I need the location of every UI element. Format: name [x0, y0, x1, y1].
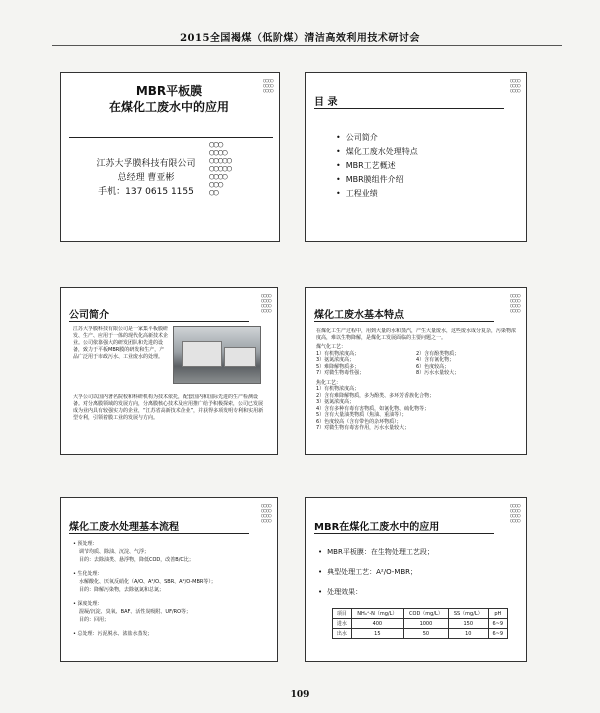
contents-item: • 煤化工废水处理特点 — [336, 145, 516, 159]
slide3-title-rule — [69, 321, 249, 322]
slide-treatment-flow — [60, 497, 278, 662]
table-cell: 6~9 — [488, 629, 507, 639]
page-header: 2015全国褐煤（低阶煤）清洁高效利用技术研讨会 — [180, 33, 420, 44]
slide3-title: 公司简介 — [69, 310, 109, 321]
table-header-cell: COD（mg/L） — [403, 609, 448, 619]
slide5-groups — [73, 540, 269, 644]
slide4-title: 煤化工废水基本特点 — [314, 310, 404, 321]
feature-item: 1）有机物浓度高； — [316, 350, 360, 357]
table-header-cell: pH — [488, 609, 507, 619]
slide4-sec1-left — [316, 351, 416, 377]
slide-title — [60, 72, 280, 242]
feature-item: 1）有机物浓度高； — [316, 386, 360, 392]
slide6-title-rule — [314, 533, 494, 534]
slide-wastewater-features — [305, 287, 527, 455]
feature-item: 8）污水水量较大； — [416, 370, 460, 376]
table-header-cell: NH₄⁺-N（mg/L） — [351, 609, 403, 619]
slide1-title-rule — [69, 137, 273, 138]
feature-item: 5）难降解物质多； — [316, 363, 360, 370]
corner-dots-decoration: ○○○○ ○○○○ ○○○○ — [509, 78, 520, 94]
slide4-title-rule — [314, 321, 494, 322]
feature-item: 4）含有氰化物； — [416, 357, 455, 363]
corner-dots-decoration: ○○○○ ○○○○ ○○○○ ○○○○ — [260, 293, 271, 314]
slide1-title-line2: 在煤化工废水中的应用 — [108, 100, 229, 114]
corner-dots-decoration: ○○○○ ○○○○ ○○○○ ○○○○ — [509, 503, 520, 524]
flow-line: 目的：回用； — [79, 617, 110, 623]
table-header-cell: 项目 — [333, 609, 352, 619]
table-cell: 进水 — [333, 619, 352, 629]
flow-line: 混凝/沉淀、臭氧、BAF、活性炭吸附、UF/RO等； — [79, 609, 192, 615]
corner-dots-decoration: ○○○○ ○○○○ ○○○○ ○○○○ — [260, 503, 271, 524]
slide-contents — [305, 72, 527, 242]
table-header-cell: SS（mg/L） — [448, 609, 488, 619]
contents-item: • MBR工艺概述 — [336, 159, 516, 173]
header-rule — [52, 45, 562, 46]
flow-line: 水解酸化、厌氧反硝化（A/O、A²/O、SBR、A²/O-MBR等）； — [79, 579, 216, 585]
dots-decoration: ○○○ ○○○○ ○○○○○ ○○○○○ ○○○○ ○○○ ○○ — [209, 140, 232, 198]
feature-item: 4）含有多种有毒有害物质，如氰化物、硫化物等； — [316, 405, 430, 412]
slide1-company: 江苏大孚膜科技有限公司 — [96, 159, 196, 169]
feature-item: 7）对微生物有毒害作用，污水水量较大； — [316, 425, 410, 431]
table-cell: 6~9 — [488, 619, 507, 629]
slide2-list — [336, 131, 516, 201]
table-cell: 15 — [351, 629, 403, 639]
mbr-item: • MBR平板膜：在生物处理工艺段； — [318, 542, 518, 562]
slide4-sec2-title: 焦化工艺： — [316, 379, 342, 386]
slide4-sec2-lines — [316, 386, 516, 432]
table-cell: 10 — [448, 629, 488, 639]
contents-item: • 公司简介 — [336, 131, 516, 145]
feature-item: 3）氨氮浓度高； — [316, 399, 355, 405]
mbr-item: • 典型处理工艺：A²/O-MBR； — [318, 562, 518, 582]
slide1-phone: 手机：137 0615 1155 — [98, 187, 194, 197]
corner-dots-decoration: ○○○○ ○○○○ ○○○○ — [262, 78, 273, 94]
slide3-para2: 大孚公司以国内著名院校和科研机构为技术依托，配套国内和国际先进的生产检测设备。对分离膜领域的发展方向，分离膜核心技术及应用推广给予积极探索，公司已发展成为业内具有较强实力的企业，“江苏省高新技术企业”，并获得多项发明专利和实用新型专利，引领着膜工业的发展与方向。 — [73, 394, 264, 421]
flow-group-head: • 预处理： — [73, 541, 98, 547]
table-row — [333, 629, 508, 639]
contents-item: • MBR膜组件介绍 — [336, 173, 516, 187]
feature-item: 2）含有难降解物质，多为酚类、多环芳香族化合物； — [316, 392, 435, 399]
flow-line: • 总处理：污泥脱水、浓盐水蒸发； — [73, 631, 153, 637]
contents-item: • 工程业绩 — [336, 187, 516, 201]
flow-line: 目的：降解污染物，去除氨氮和总氮； — [79, 587, 165, 593]
slide1-title-line1: MBR平板膜 — [135, 84, 203, 98]
flow-group — [73, 540, 269, 564]
slide2-title-rule — [314, 108, 504, 109]
slide4-sec1-title: 煤气化工艺： — [316, 344, 347, 350]
slide4-sec1-right — [416, 351, 516, 377]
table-row — [333, 619, 508, 629]
mbr-item: • 处理效果： — [318, 582, 518, 602]
table-cell: 150 — [448, 619, 488, 629]
company-building-photo — [173, 326, 261, 384]
slide5-title: 煤化工废水处理基本流程 — [69, 522, 179, 533]
feature-item: 7）对微生物毒性强； — [316, 370, 365, 376]
flow-line: 调节均质、除油、沉淀、气浮； — [79, 549, 150, 555]
slide4-intro: 在煤化工生产过程中，用到大量的水和蒸汽，产生大量废水，这些废水成分复杂，污染物浓度高，难以生物降解，是煤化工发展面临的主要问题之一。 — [316, 328, 516, 341]
flow-line: 目的：去除油类、悬浮物，降低COD，改善B/C比； — [79, 557, 194, 563]
flow-group — [73, 600, 269, 624]
flow-group — [73, 630, 269, 638]
slide5-title-rule — [69, 533, 249, 534]
feature-item: 6）色度较高； — [416, 363, 450, 370]
table-cell: 1000 — [403, 619, 448, 629]
slide-mbr-application — [305, 497, 527, 662]
feature-item: 5）含有大量油类物质（焦油、重油等）； — [316, 412, 407, 418]
feature-item: 2）含有酚类物质； — [416, 350, 460, 357]
flow-group — [73, 570, 269, 594]
table-cell: 50 — [403, 629, 448, 639]
table-cell: 400 — [351, 619, 403, 629]
slide2-title: 目 录 — [314, 97, 338, 108]
table-cell: 出水 — [333, 629, 352, 639]
slide3-para1: 江苏大孚膜科技有限公司是一家集平板膜研发、生产、应用于一体的现代化高新技术企业。公司依靠强大的研发团队和先进的设备，致力于平板MBR膜的研发和生产，产品广泛用于市政污水、工业废水的处理。 — [73, 326, 169, 360]
flow-group-head: • 生化处理： — [73, 571, 103, 577]
slide1-person: 总经理 曹亚彬 — [117, 173, 175, 183]
feature-item: 3）氨氮浓度高； — [316, 357, 355, 363]
results-table — [332, 608, 508, 639]
slide-company-intro — [60, 287, 278, 455]
flow-group-head: • 深度处理： — [73, 601, 103, 607]
slide6-list — [318, 542, 518, 602]
page-number: 109 — [290, 690, 310, 700]
feature-item: 6）色度较高（含有带色的杂环物质）； — [316, 418, 402, 425]
corner-dots-decoration: ○○○○ ○○○○ ○○○○ ○○○○ — [509, 293, 520, 314]
slide6-title: MBR在煤化工废水中的应用 — [314, 522, 440, 533]
